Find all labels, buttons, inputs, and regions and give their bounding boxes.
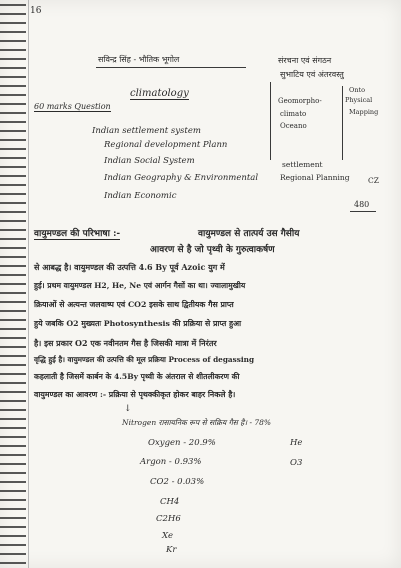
col2-line1: Onto [349,86,366,94]
gas-c2h6: C2H6 [156,514,181,524]
gas-he: He [290,438,303,448]
margin-line [28,0,29,568]
paragraph-line-8: वृद्धि हुई है। वायुमण्डल की उत्पत्ति की मूल प्रक्रिया Process of degassing [34,355,255,364]
right-divider-mid [342,86,343,160]
spiral-binding [0,0,26,568]
question-item-2: Regional development Plann [104,140,228,150]
paragraph-line-2: आवरण से है जो पृथ्वी के गुरुत्वाकर्षण [150,245,275,255]
header-right-line2: सुभाटिय एवं अंतरवस्तु [280,70,344,79]
col1-line3: Oceano [280,122,307,130]
paragraph-line-9: कहलाती है जिसमें कार्बन के 4.5By पृथ्वी के अंतराल से शीतलीकरण की [34,372,240,381]
marks-note: 480 [354,200,370,209]
down-arrow-icon: ↓ [124,404,132,414]
gas-xe: Xe [162,531,174,541]
regional-planning-label: Regional Planning [280,173,350,182]
settlement-label: settlement [282,160,323,169]
header-underline [96,67,246,68]
marks-underline [350,211,376,212]
paragraph-line-4: हुई। प्रथम वायुमण्डल H2, He, Ne एवं आर्गन गैसों का था। ज्वालामुखीय [34,281,246,290]
gas-o3: O3 [290,458,303,468]
question-item-1: Indian settlement system [92,126,201,136]
right-divider-left [270,82,271,160]
paragraph-line-7: है। इस प्रकार O2 एक नवीनतम गैस है जिसकी मात्रा में निरंतर [34,338,217,348]
paragraph-line-6: हुये जबकि O2 मुख्यतः Photosynthesis की प्रक्रिया से प्राप्त हुआ [34,319,242,328]
question-item-4: Indian Geography & Environmental [104,173,259,183]
paragraph-heading: वायुमण्डल की परिभाषा :- [34,226,120,240]
col2-line2: Physical [345,96,373,104]
cz-label: CZ [368,176,379,185]
col1-line1: Geomorpho- [278,97,322,105]
header-right-line1: संरचना एवं संगठन [278,56,332,65]
paragraph-line-5: क्रियाओं से अत्यन्त जलवाष्प एवं CO2 इसके साथ द्वितीयक गैस प्राप्त [34,300,234,309]
section-title: 60 marks Question [34,102,111,111]
gas-co2: CO2 - 0.03% [150,477,205,487]
topic-title: climatology [130,88,189,99]
paragraph-line-3: से आबद्ध है। वायुमण्डल की उत्पत्ति 4.6 By पूर्व Azoic युग में [34,262,225,272]
paragraph-line-10: वायुमण्डल का आवरण :- प्रक्रिया से पृथक्कीकृत होकर बाहर निकले है। [34,390,236,399]
question-item-5: Indian Economic [104,191,177,201]
question-item-3: Indian Social System [104,156,195,166]
gas-ch4: CH4 [160,497,180,507]
paragraph-line-1: वायुमण्डल से तात्पर्य उस गैसीय [198,229,300,239]
header-left-line: सविन्द्र सिंह - भौतिक भूगोल [98,55,180,64]
gas-argon: Argon - 0.93% [140,457,202,467]
gas-oxygen: Oxygen - 20.9% [148,438,216,448]
col2-line3: Mapping [349,108,379,116]
gas-nitrogen: Nitrogen रासायनिक रूप से सक्रिय गैस है। - 78% [122,418,272,427]
gas-kr: Kr [166,545,177,555]
page-number: 16 [30,6,42,16]
col1-line2: climato [280,110,307,118]
